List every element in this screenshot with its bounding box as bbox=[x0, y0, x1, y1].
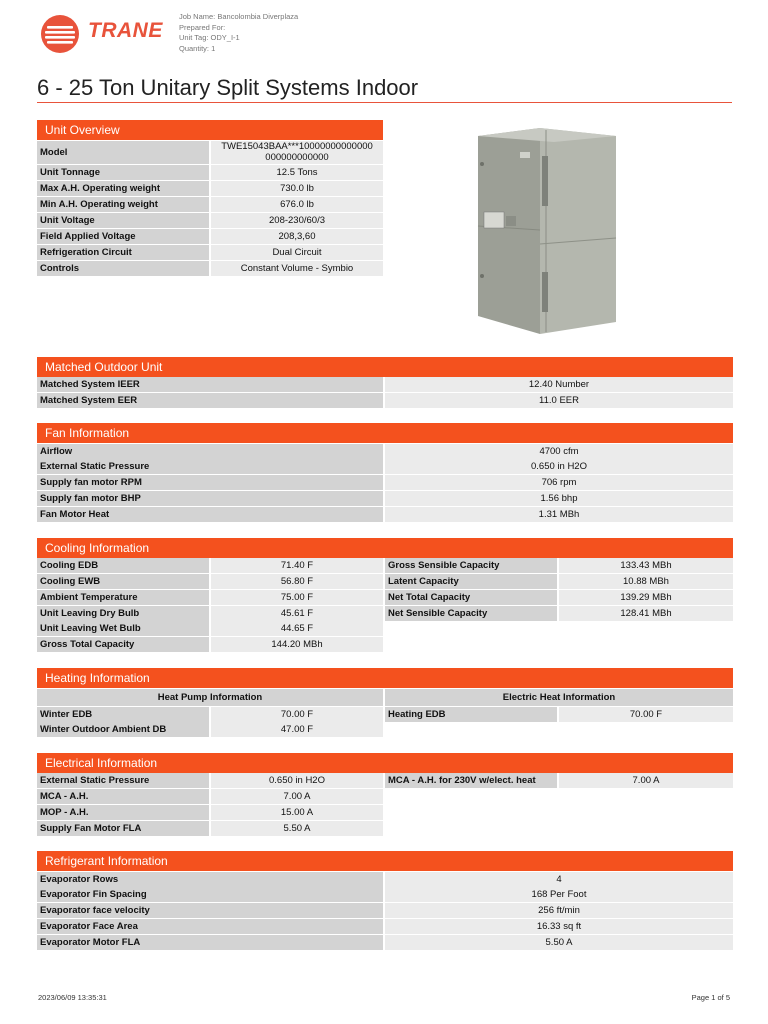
heat-pump-subheading: Heat Pump Information bbox=[37, 689, 383, 706]
row-value: TWE15043BAA***10000000000000 000000000000 bbox=[211, 141, 383, 164]
table-row bbox=[37, 491, 733, 506]
row-value: 44.65 F bbox=[211, 621, 383, 636]
row-label: Supply fan motor BHP bbox=[37, 491, 383, 506]
row-label: Controls bbox=[37, 261, 209, 276]
row-label: Refrigeration Circuit bbox=[37, 245, 209, 260]
row-label: MCA - A.H. for 230V w/elect. heat bbox=[385, 773, 557, 788]
table-row bbox=[37, 606, 383, 621]
row-value: 0.650 in H2O bbox=[385, 459, 733, 474]
air-handler-unit-image bbox=[470, 126, 622, 338]
table-row bbox=[37, 181, 383, 196]
job-name: Job Name: Bancolombia Diverplaza bbox=[179, 12, 299, 21]
table-row bbox=[37, 789, 383, 804]
table-row bbox=[37, 558, 383, 573]
row-value: 45.61 F bbox=[211, 606, 383, 621]
row-value: 133.43 MBh bbox=[559, 558, 733, 573]
row-label: Gross Sensible Capacity bbox=[385, 558, 557, 573]
table-row bbox=[37, 444, 733, 459]
row-label: Unit Voltage bbox=[37, 213, 209, 228]
row-value: 208-230/60/3 bbox=[211, 213, 383, 228]
row-label: External Static Pressure bbox=[37, 459, 383, 474]
row-value: 75.00 F bbox=[211, 590, 383, 605]
row-label: Heating EDB bbox=[385, 707, 557, 722]
row-value: 1.56 bhp bbox=[385, 491, 733, 506]
electrical-info-heading: Electrical Information bbox=[37, 753, 733, 773]
row-value: 208,3,60 bbox=[211, 229, 383, 244]
table-row bbox=[37, 377, 733, 392]
table-row bbox=[37, 707, 383, 722]
table-row bbox=[37, 475, 733, 490]
row-value: 16.33 sq ft bbox=[385, 919, 733, 934]
page-header bbox=[0, 0, 768, 80]
table-row bbox=[37, 621, 383, 636]
table-row bbox=[385, 707, 733, 722]
table-row bbox=[37, 722, 383, 737]
row-value: 730.0 lb bbox=[211, 181, 383, 196]
row-label: MCA - A.H. bbox=[37, 789, 209, 804]
row-label: Winter Outdoor Ambient DB bbox=[37, 722, 209, 737]
row-value: 676.0 lb bbox=[211, 197, 383, 212]
row-label: Max A.H. Operating weight bbox=[37, 181, 209, 196]
row-value: Constant Volume - Symbio bbox=[211, 261, 383, 276]
table-row bbox=[37, 590, 383, 605]
row-value: 7.00 A bbox=[559, 773, 733, 788]
title-divider bbox=[37, 102, 732, 103]
row-value: 144.20 MBh bbox=[211, 637, 383, 652]
row-value: 139.29 MBh bbox=[559, 590, 733, 605]
table-row bbox=[37, 165, 383, 180]
row-label: Unit Leaving Wet Bulb bbox=[37, 621, 209, 636]
row-label: Fan Motor Heat bbox=[37, 507, 383, 522]
table-row bbox=[37, 213, 383, 228]
row-value: 706 rpm bbox=[385, 475, 733, 490]
row-label: Supply fan motor RPM bbox=[37, 475, 383, 490]
table-row bbox=[37, 821, 383, 836]
row-label: Net Total Capacity bbox=[385, 590, 557, 605]
table-row bbox=[37, 507, 733, 522]
row-value: 7.00 A bbox=[211, 789, 383, 804]
fan-info-heading: Fan Information bbox=[37, 423, 733, 443]
table-row bbox=[37, 919, 733, 934]
row-value: 4 bbox=[385, 872, 733, 887]
brand-name: TRANE bbox=[88, 19, 163, 42]
table-row bbox=[385, 558, 733, 573]
row-label: Unit Leaving Dry Bulb bbox=[37, 606, 209, 621]
trane-logo-icon bbox=[40, 14, 80, 54]
heating-info-heading: Heating Information bbox=[37, 668, 733, 688]
row-label: Model bbox=[37, 141, 209, 164]
table-row bbox=[37, 935, 733, 950]
row-label: Matched System EER bbox=[37, 393, 383, 408]
row-value: 12.5 Tons bbox=[211, 165, 383, 180]
footer-timestamp: 2023/06/09 13:35:31 bbox=[38, 993, 107, 1002]
table-row bbox=[385, 606, 733, 621]
row-label: Gross Total Capacity bbox=[37, 637, 209, 652]
row-value: 70.00 F bbox=[211, 707, 383, 722]
table-row bbox=[37, 141, 383, 164]
table-row bbox=[37, 229, 383, 244]
row-value: 12.40 Number bbox=[385, 377, 733, 392]
row-label: Evaporator face velocity bbox=[37, 903, 383, 918]
row-label: Supply Fan Motor FLA bbox=[37, 821, 209, 836]
table-row bbox=[385, 574, 733, 589]
row-value: 70.00 F bbox=[559, 707, 733, 722]
job-info bbox=[179, 12, 298, 54]
table-row bbox=[37, 245, 383, 260]
row-label: Evaporator Rows bbox=[37, 872, 383, 887]
row-value: Dual Circuit bbox=[211, 245, 383, 260]
row-value: 15.00 A bbox=[211, 805, 383, 820]
row-label: MOP - A.H. bbox=[37, 805, 209, 820]
row-value: 5.50 A bbox=[385, 935, 733, 950]
row-value: 5.50 A bbox=[211, 821, 383, 836]
table-row bbox=[37, 805, 383, 820]
table-row bbox=[37, 261, 383, 276]
row-value: 0.650 in H2O bbox=[211, 773, 383, 788]
row-label: Airflow bbox=[37, 444, 383, 459]
row-label: Unit Tonnage bbox=[37, 165, 209, 180]
row-label: Min A.H. Operating weight bbox=[37, 197, 209, 212]
table-row bbox=[37, 872, 733, 887]
row-label: Field Applied Voltage bbox=[37, 229, 209, 244]
footer-page-number: Page 1 of 5 bbox=[691, 993, 730, 1002]
row-value: 1.31 MBh bbox=[385, 507, 733, 522]
quantity: Quantity: 1 bbox=[179, 43, 216, 53]
table-row bbox=[37, 459, 733, 474]
row-label: Net Sensible Capacity bbox=[385, 606, 557, 621]
refrigerant-info-heading: Refrigerant Information bbox=[37, 851, 733, 871]
row-label: Cooling EWB bbox=[37, 574, 209, 589]
table-row bbox=[37, 903, 733, 918]
table-row bbox=[37, 574, 383, 589]
row-label: Latent Capacity bbox=[385, 574, 557, 589]
table-row bbox=[37, 393, 733, 408]
table-row bbox=[37, 197, 383, 212]
row-label: Ambient Temperature bbox=[37, 590, 209, 605]
page-title: 6 - 25 Ton Unitary Split Systems Indoor bbox=[37, 75, 419, 100]
row-label: Evaporator Face Area bbox=[37, 919, 383, 934]
table-row bbox=[385, 590, 733, 605]
row-value: 11.0 EER bbox=[385, 393, 733, 408]
unit-overview-heading: Unit Overview bbox=[37, 120, 383, 140]
cooling-info-heading: Cooling Information bbox=[37, 538, 733, 558]
row-label: Evaporator Fin Spacing bbox=[37, 887, 383, 902]
table-row bbox=[37, 637, 383, 652]
table-row bbox=[37, 773, 383, 788]
row-label: Evaporator Motor FLA bbox=[37, 935, 383, 950]
matched-outdoor-heading: Matched Outdoor Unit bbox=[37, 357, 733, 377]
row-value: 4700 cfm bbox=[385, 444, 733, 459]
row-value: 128.41 MBh bbox=[559, 606, 733, 621]
unit-tag: Unit Tag: ODY_I-1 bbox=[179, 33, 240, 42]
row-value: 56.80 F bbox=[211, 574, 383, 589]
row-label: Matched System IEER bbox=[37, 377, 383, 392]
row-label: Cooling EDB bbox=[37, 558, 209, 573]
row-value: 71.40 F bbox=[211, 558, 383, 573]
table-row bbox=[37, 887, 733, 902]
row-value: 256 ft/min bbox=[385, 903, 733, 918]
table-row bbox=[385, 773, 733, 788]
row-label: External Static Pressure bbox=[37, 773, 209, 788]
prepared-for: Prepared For: bbox=[179, 22, 226, 32]
row-value: 10.88 MBh bbox=[559, 574, 733, 589]
electric-heat-subheading: Electric Heat Information bbox=[385, 689, 733, 706]
row-value: 47.00 F bbox=[211, 722, 383, 737]
row-label: Winter EDB bbox=[37, 707, 209, 722]
row-value: 168 Per Foot bbox=[385, 887, 733, 902]
